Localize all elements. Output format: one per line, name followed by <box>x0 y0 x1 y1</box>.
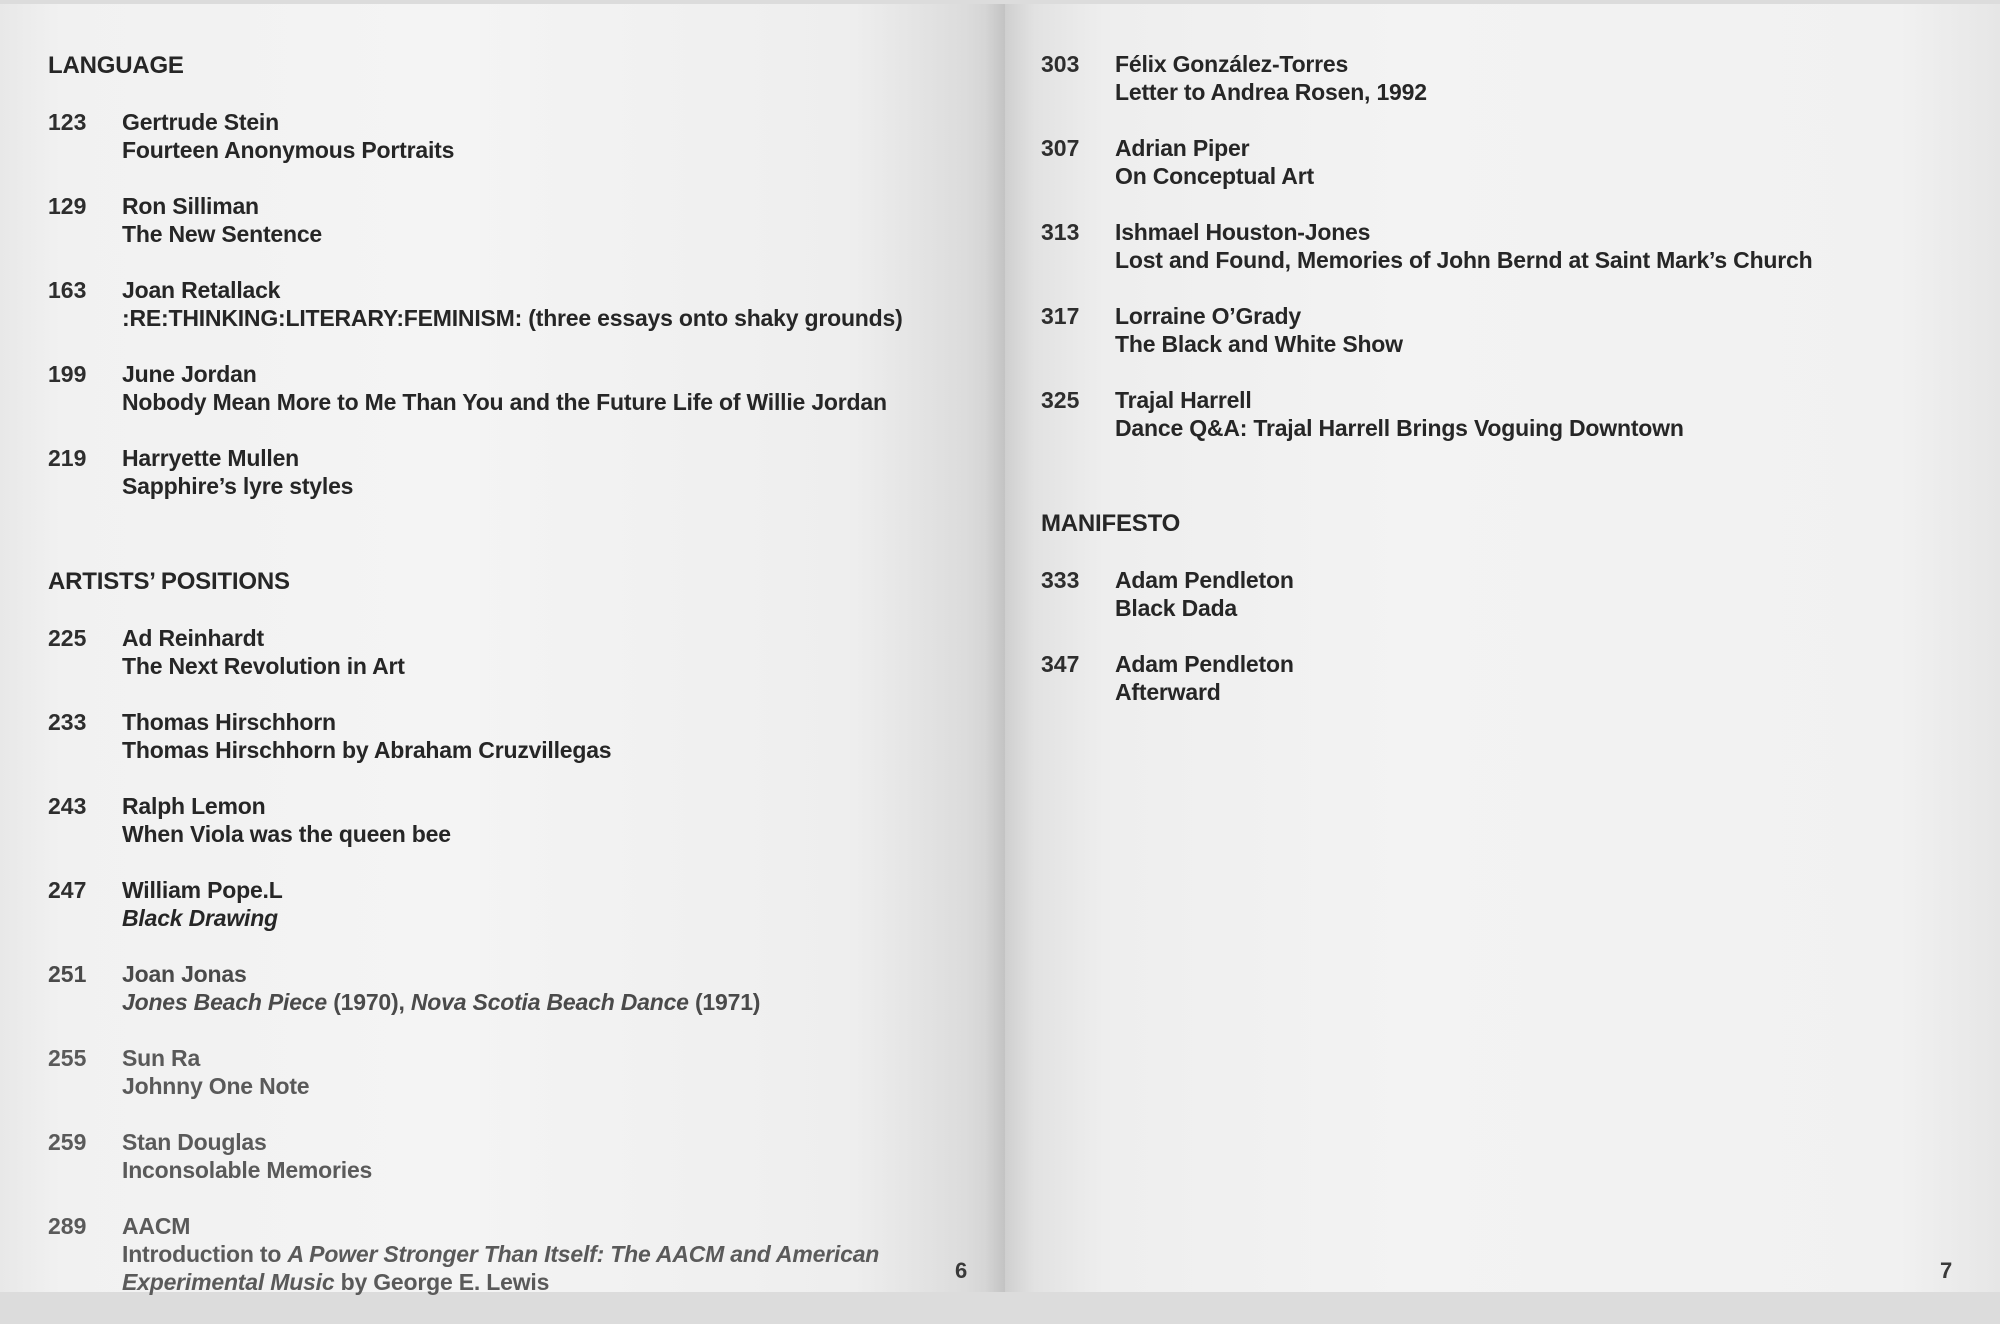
toc-entry <box>1041 134 1961 190</box>
entry-work: Afterward <box>1115 679 1221 705</box>
entry-work: :RE:THINKING:LITERARY:FEMINISM: (three essays onto shaky grounds) <box>122 305 903 331</box>
entry-author: Ron Silliman <box>122 193 259 219</box>
entry-author: Ralph Lemon <box>122 793 266 819</box>
entry-author: June Jordan <box>122 361 257 387</box>
toc-entry <box>48 792 968 848</box>
toc-entry <box>48 624 968 680</box>
entry-page-number: 129 <box>48 193 87 219</box>
entry-page-number: 325 <box>1041 387 1080 413</box>
entry-work <box>122 988 760 1016</box>
entry-author: Joan Retallack <box>122 277 281 303</box>
toc-entry <box>48 444 968 500</box>
entry-work-title: Jones Beach Piece <box>122 989 327 1015</box>
entry-author: Adam Pendleton <box>1115 567 1294 593</box>
toc-entry <box>1041 218 1961 274</box>
toc-entry <box>48 1212 968 1296</box>
entry-page-number: 163 <box>48 277 87 303</box>
entry-work: Johnny One Note <box>122 1073 310 1099</box>
entry-author: Adrian Piper <box>1115 135 1250 161</box>
entry-work: The Next Revolution in Art <box>122 653 405 679</box>
entry-work: The New Sentence <box>122 221 323 247</box>
toc-entry <box>48 708 968 764</box>
entry-page-number: 347 <box>1041 651 1080 677</box>
entry-work: On Conceptual Art <box>1115 163 1314 189</box>
left-column <box>48 52 968 1324</box>
toc-entry <box>48 276 968 332</box>
entry-page-number: 255 <box>48 1045 87 1071</box>
toc-entry <box>48 360 968 416</box>
entry-page-number: 303 <box>1041 51 1080 77</box>
toc-entry <box>48 960 968 1016</box>
entry-work-title: Experimental Music <box>122 1269 335 1295</box>
entry-page-number: 233 <box>48 709 87 735</box>
entry-work: Dance Q&A: Trajal Harrell Brings Voguing Downtown <box>1115 415 1684 441</box>
entry-page-number: 259 <box>48 1129 87 1155</box>
page-number-left: 6 <box>955 1258 968 1283</box>
entry-page-number: 243 <box>48 793 87 819</box>
page-number-right: 7 <box>1940 1258 1953 1283</box>
entry-work-title: Nova Scotia Beach Dance <box>410 989 689 1015</box>
toc-entry <box>1041 302 1961 358</box>
entry-page-number: 289 <box>48 1213 87 1239</box>
entry-author: Joan Jonas <box>122 961 247 987</box>
entry-page-number: 251 <box>48 961 87 987</box>
entry-author: Félix González-Torres <box>1115 51 1349 77</box>
entry-work-text: Introduction to <box>122 1241 288 1267</box>
toc-entry <box>48 1128 968 1184</box>
entry-author: Sun Ra <box>122 1045 201 1071</box>
entry-work <box>122 1240 879 1268</box>
section-title-artists-positions: ARTISTS’ POSITIONS <box>48 568 290 595</box>
entry-page-number: 247 <box>48 877 87 903</box>
entry-author: Thomas Hirschhorn <box>122 709 336 735</box>
toc-entry <box>48 192 968 248</box>
entry-page-number: 317 <box>1041 303 1080 329</box>
entry-work-year: (1970), <box>327 989 411 1015</box>
entry-work: Lost and Found, Memories of John Bernd at Saint Mark’s Church <box>1115 247 1813 273</box>
entry-author: William Pope.L <box>122 877 283 903</box>
entry-work: Inconsolable Memories <box>122 1157 373 1183</box>
entry-work: Black Drawing <box>122 905 278 931</box>
entry-author: Stan Douglas <box>122 1129 267 1155</box>
toc-entry <box>1041 566 1961 622</box>
entry-author: Harryette Mullen <box>122 445 300 471</box>
section-title-manifesto: MANIFESTO <box>1041 510 1181 537</box>
entry-page-number: 313 <box>1041 219 1080 245</box>
toc-entry <box>1041 50 1961 106</box>
entry-author: AACM <box>122 1213 191 1239</box>
toc-entry <box>1041 386 1961 442</box>
right-column <box>1041 50 1961 734</box>
entry-author: Ishmael Houston-Jones <box>1115 219 1371 245</box>
entry-work: The Black and White Show <box>1115 331 1403 357</box>
entry-author: Gertrude Stein <box>122 109 279 135</box>
section-title-language: LANGUAGE <box>48 52 184 79</box>
toc-entry <box>48 1044 968 1100</box>
entry-author: Lorraine O’Grady <box>1115 303 1301 329</box>
right-page <box>1005 4 2000 1292</box>
entry-page-number: 225 <box>48 625 87 651</box>
entry-work: Nobody Mean More to Me Than You and the Future Life of Willie Jordan <box>122 389 887 415</box>
entry-author: Ad Reinhardt <box>122 625 264 651</box>
entry-page-number: 123 <box>48 109 87 135</box>
entry-author: Adam Pendleton <box>1115 651 1294 677</box>
entry-work: Letter to Andrea Rosen, 1992 <box>1115 79 1427 105</box>
entry-work-title: A Power Stronger Than Itself: The AACM and American <box>287 1241 880 1267</box>
left-page <box>0 4 1005 1295</box>
entry-page-number: 307 <box>1041 135 1080 161</box>
entry-work: Sapphire’s lyre styles <box>122 473 354 499</box>
entry-page-number: 199 <box>48 361 87 387</box>
entry-work: Black Dada <box>1115 595 1238 621</box>
entry-page-number: 219 <box>48 445 87 471</box>
toc-entry <box>1041 650 1961 706</box>
entry-work: When Viola was the queen bee <box>122 821 451 847</box>
toc-entry <box>48 108 968 164</box>
toc-entry <box>48 876 968 932</box>
entry-work-text: by George E. Lewis <box>334 1269 550 1295</box>
entry-work: Thomas Hirschhorn by Abraham Cruzvillegas <box>122 737 612 763</box>
entry-work-year: (1971) <box>688 989 761 1015</box>
entry-page-number: 333 <box>1041 567 1080 593</box>
entry-author: Trajal Harrell <box>1115 387 1252 413</box>
entry-work: Fourteen Anonymous Portraits <box>122 137 455 163</box>
